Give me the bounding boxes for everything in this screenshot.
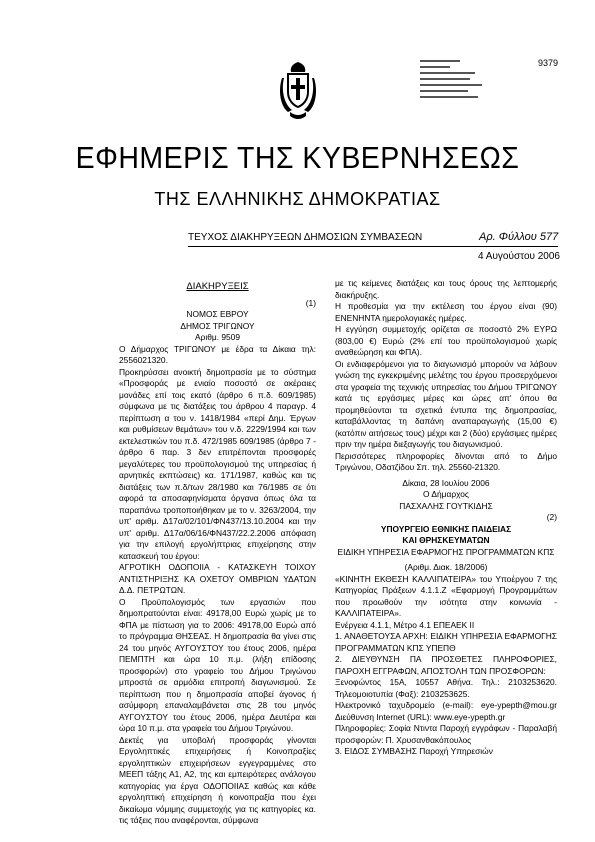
ministry-line-1: ΥΠΟΥΡΓΕΙΟ ΕΘΝΙΚΗΣ ΠΑΙΔΕΙΑΣ (380, 523, 512, 534)
paragraph: με τις κείμενες διατάξεις και τους όρους της λεπτομερής διακήρυξης. (335, 278, 557, 300)
paragraph: Η προθεσμία για την εκτέλεση του έργου είναι (90) ΕΝΕΝΗΝΤΑ ημερολογιακές ημέρες. (335, 301, 557, 323)
paragraph: ΑΓΡΟΤΙΚΗ ΟΔΟΠΟΙΙΑ - ΚΑΤΑΣΚΕΥΗ ΤΟΙΧΟΥ ΑΝΤΙΣΤΗΡΙΞΗΣ ΚΑ ΟΧΕΤΟΥ ΟΜΒΡΙΩΝ ΥΔΑΤΩΝ Δ.Δ. ΠΕΤΡΩΤΩΝ. (119, 562, 316, 595)
paragraph: Προκηρύσσει ανοικτή δημοπρασία με το σύστημα «Προσφοράς με ενιαίο ποσοστό σε ακέραιες μονάδες επί τοις εκατό (άρθρο 6 π.δ. 609/1985) σύμφωνα με τις διατάξεις του άρθρου 4 παραγρ. 4 περίπτωση α του ν. 1418/1984 «περί Δημ. Έργων και ρυθμίσεων θεμάτων» του ν.δ. 2229/1994 και των εκτελεστικών του π.δ. 472/1985 609/1985 (άρθρο 7 - άρθρο 6 παρ. 3 δεν επιτρέπονται προσφορές μεγαλύτερες του προϋπολογισμού της υπηρεσίας ή αρνητικές εκπτώσεις) κα. 171/1987, καθώς και τις διατάξεις των π.δ/των 28/1980 και 76/1985 σε ότι αφορά τα αποσαφηνίσματα όργανα όπως όλα τα παραπάνω τροποποιήθηκαν με το ν. 3263/2004, την υπ' αριθμ. Δ17α/02/101/ΦΝ437/13.10.2004 και την υπ' αριθμ. Δ17α/06/16/ΦΝ437/22.2.2006 απόφαση για την επιλογή εργολήπτριας επιχείρησης στην κατασκευή του έργου: (119, 366, 316, 561)
paragraph: Ο Προϋπολογισμός των εργασιών που δημοπρατούνται είναι: 49178,00 Ευρώ χωρίς με το ΦΠΑ με πίστωση για το 2006: 49178,00 Ευρώ από το πρόγραμμα ΘΗΣΕΑΣ. Η δημοπρασία θα γίνει στις 24 του μηνός ΑΥΓΟΥΣΤΟΥ του έτους 2006, ημέρα ΠΕΜΠΤΗ και ώρα 10 π.μ. (λήξη επίδοσης προσφορών) στο γραφείο του Δήμου Τριγώνου μπροστά σε αρμόδια επιτροπή διαγωνισμού. Σε περίπτωση που η δημοπρασία αποβεί άγονος ή ασύμφορη επαναλαμβάνεται στις 28 του μηνός ΑΥΓΟΥΣΤΟΥ του έτους 2006, ημέρα Δευτέρα και ώρα 10 π.μ. στα γραφεία του Δήμου Τριγώνου. (119, 596, 316, 733)
signer-title: Ο Δήμαρχος (423, 489, 469, 499)
issue-label: ΤΕΥΧΟΣ ΔΙΑΚΗΡΥΞΕΩΝ ΔΗΜΟΣΙΩΝ ΣΥΜΒΑΣΕΩΝ (188, 232, 423, 243)
side-printing-details (420, 60, 488, 102)
paragraph: Οι ενδιαφερόμενοι για το διαγωνισμό μπορούν να λάβουν γνώση της εγκεκριμένης μελέτης του έργου προσερχόμενοι στα γραφεία της τεχνικής υπηρεσίας του Δήμου ΤΡΙΓΩΝΟΥ κατά τις εργάσιμες μέρες και ώρες απ' όπου θα προμηθεύονται τα σχετικά έντυπα της δημοπρασίας, καταβάλλοντας τη δαπάνη αναπαραγωγής (15,00 €) (κατόπιν αιτήσεως τους) μέχρι και 2 (δύο) εργάσιμες ημέρες πριν την ημέρα διεξαγωγής του διαγωνισμού. (335, 358, 557, 449)
paragraph: 2. ΔΙΕΥΘΥΝΣΗ ΠΑ ΠΡΟΣΘΕΤΕΣ ΠΛΗΡΟΦΟΡΙΕΣ, ΠΑΡΟΧΗ ΕΓΓΡΑΦΩΝ, ΑΠΟΣΤΟΛΗ ΤΩΝ ΠΡΟΣΦΟΡΩΝ: (335, 654, 557, 676)
left-column (119, 278, 316, 827)
place-date: Δίκαια, 28 Ιουλίου 2006 (402, 477, 490, 488)
signer-name: ΠΑΣΧΑΛΗΣ ΓΟΥΤΚΙΔΗΣ (399, 500, 493, 511)
page-title: ΕΦΗΜΕΡΙΣ ΤΗΣ ΚΥΒΕΡΝΗΣΕΩΣ (75, 140, 520, 175)
item-number-2: (2) (546, 512, 557, 522)
page-subtitle: ΤΗΣ ΕΛΛΗΝΙΚΗΣ ΔΗΜΟΚΡΑΤΙΑΣ (154, 189, 441, 209)
page-number: 9379 (538, 58, 559, 68)
item-number: (1) (305, 297, 316, 308)
service-name: ΕΙΔΙΚΗ ΥΠΗΡΕΣΙΑ ΕΦΑΡΜΟΓΗΣ ΠΡΟΓΡΑΜΜΑΤΩΝ ΚΠΣ (337, 546, 555, 557)
right-column (335, 278, 557, 758)
paragraph: Η εγγύηση συμμετοχής ορίζεται σε ποσοστό 2% ΕΥΡΩ (803,00 €) Ευρώ (2% επί του προϋπολογισμού χωρίς αναθεώρηση και ΦΠΑ). (335, 324, 557, 357)
greek-coat-of-arms-icon (278, 60, 318, 124)
paragraph: «ΚΙΝΗΤΗ ΕΚΘΕΣΗ ΚΑΛΛΙΠΑΤΕΙΡΑ» του Υποέργου 7 της Κατηγορίας Πράξεων 4.1.1.Ζ «Εφαρμογή Προγραμμάτων που προωθούν την ισότητα στην κοινωνία - ΚΑΛΛΙΠΑΤΕΙΡΑ». (335, 573, 557, 618)
declaration-number: (Αριθμ. Διακ. 18/2006) (404, 562, 488, 572)
org-line-2: ΔΗΜΟΣ ΤΡΙΓΩΝΟΥ (180, 320, 255, 331)
paragraph: Ο Δήμαρχος ΤΡΙΓΩΝΟΥ με έδρα τα Δίκαια τηλ: 2556021320. (119, 343, 316, 365)
paragraph: Ενέργεια 4.1.1, Μέτρο 4.1 ΕΠΕΑΕΚ ΙΙ (335, 619, 475, 630)
paragraph: Πληροφορίες: Σοφία Ντιντα Παροχή εγγράφων - Παραλαβή προσφορών: Π. Χρυσανθακόπουλος (335, 723, 557, 745)
ministry-line-2: ΚΑΙ ΘΡΗΣΚΕΥΜΑΤΩΝ (402, 535, 490, 545)
section-title: ΔΙΑΚΗΡΥΞΕΙΣ (186, 281, 249, 292)
paragraph: Ξενοφώντος 15Α, 10557 Αθήνα. Τηλ.: 2103253620. Τηλεομοιοτυπία (Φαξ): 2103253625. (335, 677, 557, 699)
issue-date: 4 Αυγούστου 2006 (478, 251, 560, 262)
paragraph: 3. ΕΙΔΟΣ ΣΥΜΒΑΣΗΣ Παροχή Υπηρεσιών (335, 746, 493, 756)
header-rule (188, 246, 558, 247)
paragraph: Περισσότερες πληροφορίες δίνονται από το Δήμο Τριγώνου, Οδατζίδου Σπ. τηλ. 25560-21320. (335, 450, 557, 472)
decision-number: Αριθμ. 9509 (195, 332, 240, 342)
paragraph: Ηλεκτρονικό ταχυδρομείο (e-mail): eye-ypepth@mou.gr Διεύθυνση Internet (URL): www.eye-ypepth.gr (335, 700, 557, 722)
org-line-1: ΝΟΜΟΣ ΕΒΡΟΥ (186, 309, 249, 319)
sheet-number: Αρ. Φύλλου 577 (479, 231, 559, 243)
paragraph: Δεκτές για υποβολή προσφοράς γίνονται Εργοληπτικές επιχειρήσεις ή Κοινοπραξίες εργοληπτικών επιχειρήσεων εγγεγραμμένες στο ΜΕΕΠ τάξης Α1, Α2, της και εμπειρότερες ανάλογου κατηγορίας για έργα ΟΔΟΠΟΙΙΑΣ καθώς και κάθε εργοληπτική επιχείρηση ή κοινοπραξία που έχει δικαίωμα νόμιμης συμμετοχής για τις κατηγορίες κα. τις τάξεις που αναφέρονται, σύμφωνα (119, 734, 316, 825)
paragraph: 1. ΑΝΑΘΕΤΟΥΣΑ ΑΡΧΗ: ΕΙΔΙΚΗ ΥΠΗΡΕΣΙΑ ΕΦΑΡΜΟΓΗΣ ΠΡΟΓΡΑΜΜΑΤΩΝ ΚΠΣ ΥΠΕΠΘ (335, 631, 557, 653)
